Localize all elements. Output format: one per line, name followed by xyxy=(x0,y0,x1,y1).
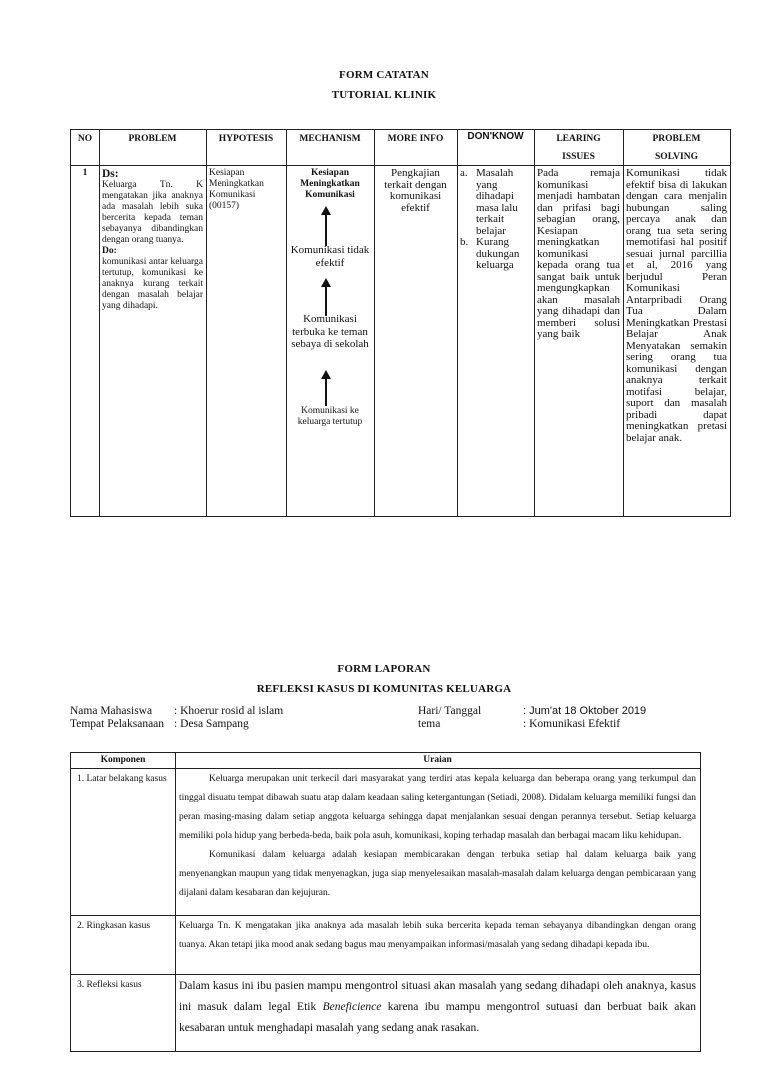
tempat-value: : Desa Sampang xyxy=(174,718,249,730)
form-subtitle-refleksi: REFLEKSI KASUS DI KOMUNITAS KELUARGA xyxy=(256,683,512,695)
ds-label: Ds: xyxy=(102,168,119,180)
latar-paragraph-1: Keluarga merupakan unit terkecil dari masyarakat yang terdiri atas kepala keluarga dan beberapa orang yang terkumpul dan tinggal disuatu tempat dibawah suatu atap dalam keadaan saling ketergantungan (Setiadi, 2008). Didalam keluarga memiliki fungsi dan peran masing-masing dalam setiap anggota keluarga sehingga dapat menjalankan sesuai dengan perannya tersebut. Setiap keluarga memiliki pola hidup yang berbeda-beda, baik pola asuh, komunikasi, koping terhadap masalah dan berbagai macam liku kehidupan. xyxy=(179,774,696,841)
ringkasan-paragraph: Keluarga Tn. K mengatakan jika anaknya ada masalah lebih suka bercerita kepada teman sebayanya dibandingkan dengan orang tuanya. Akan tetapi jika mood anak sedang bagus mau menyampaikan informasi/masalah yang sedang dihadapi kepada ibu. xyxy=(179,921,696,950)
header-mechanism: MECHANISM xyxy=(299,134,361,144)
form-title-laporan: FORM LAPORAN xyxy=(337,663,431,675)
refleksi-table-header xyxy=(71,753,700,769)
komponen-latar-belakang: 1. Latar belakang kasus xyxy=(77,774,167,784)
dont-know-item-a: a. Masalah yang dihadapi masa lalu terkait belajar xyxy=(460,167,518,237)
header-problem-solving xyxy=(623,130,730,166)
tema-value: : Komunikasi Efektif xyxy=(523,718,621,730)
do-label: Do: xyxy=(102,246,117,256)
header-learning-issues xyxy=(534,130,623,166)
cell-mechanism xyxy=(286,166,374,516)
header-learning-line1: LEARING xyxy=(556,134,601,144)
cell-learning-issues: Pada remaja komunikasi menjadi hambatan dan prifasi bagi sebagian orang, Kesiapan meningkatkan komunikasi kepada orang tua sangat baik untuk mengungkapkan akan masalah yang dihadapi dan memberi solusi yang baik xyxy=(537,167,620,340)
uraian-refleksi xyxy=(175,975,700,1040)
hari-label: Hari/ Tanggal xyxy=(418,705,482,717)
tutorial-table xyxy=(70,129,731,517)
mechanism-2: Komunikasi tidak efektif xyxy=(290,244,370,269)
header-learning-line2: ISSUES xyxy=(562,152,595,162)
latar-paragraph-2: Komunikasi dalam keluarga adalah kesiapan membicarakan dengan terbuka setiap hal dalam keluarga baik yang menyenangkan maupun yang tidak menyenagkan, juga siap menyelesaikan masalah-masalah dalam keluarga dengan pembicaraan yang dijalani dalam kesabaran dan kejujuran. xyxy=(179,850,696,898)
form-title-catatan: FORM CATATAN xyxy=(339,69,429,81)
hari-value: : Jum'at 18 Oktober 2019 xyxy=(523,705,647,717)
cell-hypotesis: Kesiapan Meningkatkan Komunikasi (00157) xyxy=(209,168,264,211)
table-row xyxy=(71,975,700,1065)
mechanism-3: Komunikasi terbuka ke teman sebaya di sekolah xyxy=(291,313,369,350)
table-row xyxy=(71,916,700,975)
form-subtitle-tutorial: TUTORIAL KLINIK xyxy=(331,89,437,101)
uraian-latar-belakang xyxy=(175,769,700,904)
tempat-label: Tempat Pelaksanaan xyxy=(70,718,165,730)
header-solving-line2: SOLVING xyxy=(655,152,698,162)
cell-problem xyxy=(99,166,206,314)
komponen-ringkasan: 2. Ringkasan kasus xyxy=(77,921,151,931)
refleksi-paragraph: Dalam kasus ini ibu pasien mampu mengontrol situasi akan masalah yang sedang dihadapi oleh anaknya, kasus ini masuk dalam legal Etik Beneficience karena ibu mampu mengontrol sutuasi dan berbuat baik akan kesabaran untuk menghadapi masalah yang sedang anak rasakan. xyxy=(179,980,696,1034)
cell-dont-know xyxy=(457,166,534,274)
header-problem: PROBLEM xyxy=(128,134,177,144)
beneficience-term: Beneficience xyxy=(322,1001,382,1013)
nama-label: Nama Mahasiswa xyxy=(70,705,153,717)
dont-know-item-b: b. Kurang dukungan keluarga xyxy=(460,236,520,271)
refleksi-table xyxy=(70,752,701,1052)
nama-value: : Khoerur rosid al islam xyxy=(174,705,284,717)
ds-text: Keluarga Tn. K mengatakan jika anaknya ada masalah lebih suka bercerita kepada teman sebayanya dibandingkan dengan orang tuanya. xyxy=(102,180,203,245)
komponen-refleksi: 3. Refleksi kasus xyxy=(77,980,142,990)
tema-label: tema xyxy=(418,718,441,730)
row-no: 1 xyxy=(82,168,88,178)
header-no: NO xyxy=(77,134,93,144)
uraian-ringkasan xyxy=(175,916,700,956)
table-row xyxy=(71,769,700,916)
header-more-info: MORE INFO xyxy=(387,134,444,144)
cell-problem-solving: Komunikasi tidak efektif bisa di lakukan dengan cara menjalin hubungan saling percaya anak dan orang tua seta sering memotifasi hal positif sesuai jurnal parcillia et al, 2016 yang berjudul Peran Komunikasi Antarpribadi Orang Tua Dalam Meningkatkan Prestasi Belajar Anak Menyatakan semakin sering orang tua komunikasi dengan anaknya terkait motifasi belajar, suport dan masalah pribadi dapat meningkatkan pretasi belajar anak. xyxy=(626,167,727,444)
header-komponen: Komponen xyxy=(100,755,146,765)
cell-more-info: Pengkajian terkait dengan komunikasi efektif xyxy=(384,167,447,214)
header-solving-line1: PROBLEM xyxy=(652,134,701,144)
header-hypotesis: HYPOTESIS xyxy=(218,134,274,144)
mechanism-4: Komunikasi ke keluarga tertutup xyxy=(297,406,363,427)
header-dont-know: DON'KNOW xyxy=(467,131,524,142)
do-text: komunikasi antar keluarga tertutup, komunikasi ke anaknya kurang terkait dengan masalah belajar yang dihadapi. xyxy=(102,257,203,311)
header-uraian: Uraian xyxy=(423,755,452,765)
mechanism-top: Kesiapan Meningkatkan Komunikasi xyxy=(300,168,360,200)
